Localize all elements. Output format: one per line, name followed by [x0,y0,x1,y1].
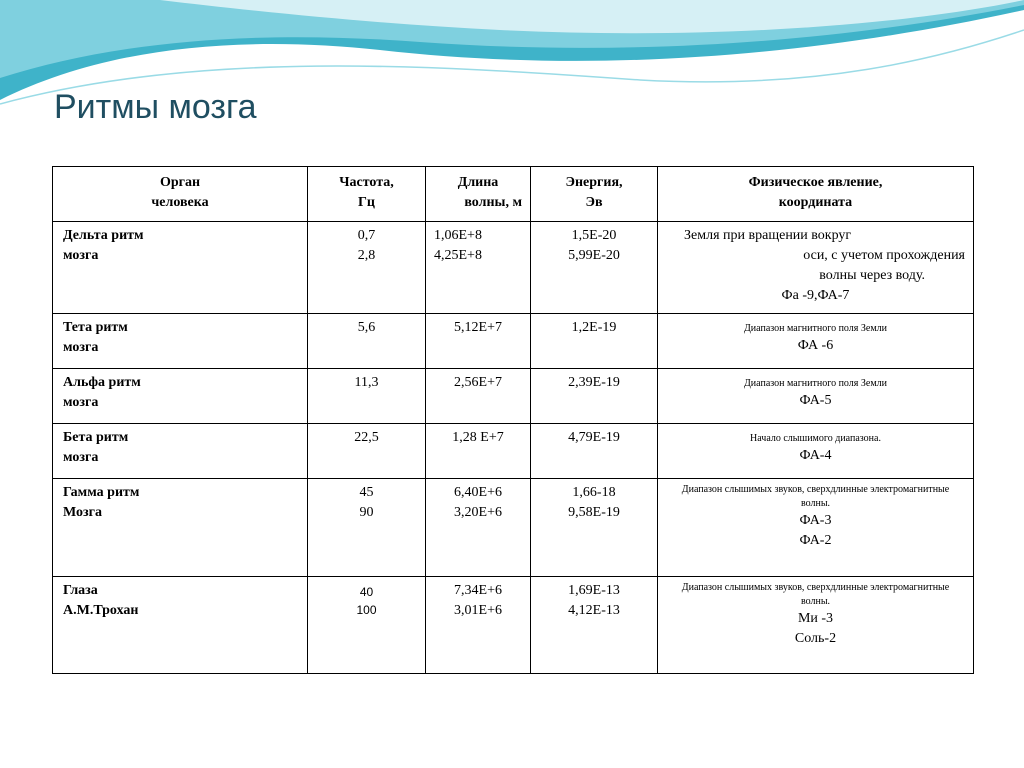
organ-cell: Гамма ритм Мозга [53,479,308,577]
frequency-cell: 5,6 [308,314,426,369]
header-frequency: Частота, Гц [308,167,426,222]
frequency-cell: 11,3 [308,369,426,424]
header-organ: Орган человека [53,167,308,222]
phenomenon-cell: Диапазон слышимых звуков, сверхдлинные электромагнитные волны. Ми -3 Соль-2 [658,577,974,674]
table-row [53,424,974,479]
page-title: Ритмы мозга [54,88,257,126]
table-header-row [53,167,974,222]
energy-cell: 1,5E-20 5,99E-20 [531,222,658,314]
organ-cell: Тета ритм мозга [53,314,308,369]
organ-cell: Дельта ритм мозга [53,222,308,314]
phenomenon-cell: Диапазон слышимых звуков, сверхдлинные электромагнитные волны. ФА-3 ФА-2 [658,479,974,577]
organ-cell: Бета ритм мозга [53,424,308,479]
wavelength-cell: 1,28 E+7 [426,424,531,479]
table-row [53,314,974,369]
energy-cell: 2,39E-19 [531,369,658,424]
wavelength-cell: 7,34E+6 3,01E+6 [426,577,531,674]
phenomenon-cell: Диапазон магнитного поля Земли ФА -6 [658,314,974,369]
frequency-cell: 22,5 [308,424,426,479]
wavelength-cell: 5,12E+7 [426,314,531,369]
organ-cell: Альфа ритм мозга [53,369,308,424]
energy-cell: 1,69E-13 4,12E-13 [531,577,658,674]
header-energy: Энергия, Эв [531,167,658,222]
header-phenomenon: Физическое явление, координата [658,167,974,222]
table-row [53,479,974,577]
phenomenon-cell: Диапазон магнитного поля Земли ФА-5 [658,369,974,424]
energy-cell: 1,66-18 9,58E-19 [531,479,658,577]
organ-cell: Глаза А.М.Трохан [53,577,308,674]
frequency-cell: 45 90 [308,479,426,577]
energy-cell: 1,2E-19 [531,314,658,369]
phenomenon-cell: Начало слышимого диапазона. ФА-4 [658,424,974,479]
energy-cell: 4,79E-19 [531,424,658,479]
wavelength-cell: 2,56E+7 [426,369,531,424]
brain-rhythms-table [52,166,974,674]
wavelength-cell: 1,06E+8 4,25E+8 [426,222,531,314]
wavelength-cell: 6,40E+6 3,20E+6 [426,479,531,577]
table-row [53,577,974,674]
frequency-cell: 40 100 [308,577,426,674]
phenomenon-cell: Земля при вращении вокруг оси, с учетом прохождения волны через воду. Фа -9,ФА-7 [658,222,974,314]
table-row [53,369,974,424]
frequency-cell: 0,7 2,8 [308,222,426,314]
header-wavelength: Длина волны, м [426,167,531,222]
table-row [53,222,974,314]
